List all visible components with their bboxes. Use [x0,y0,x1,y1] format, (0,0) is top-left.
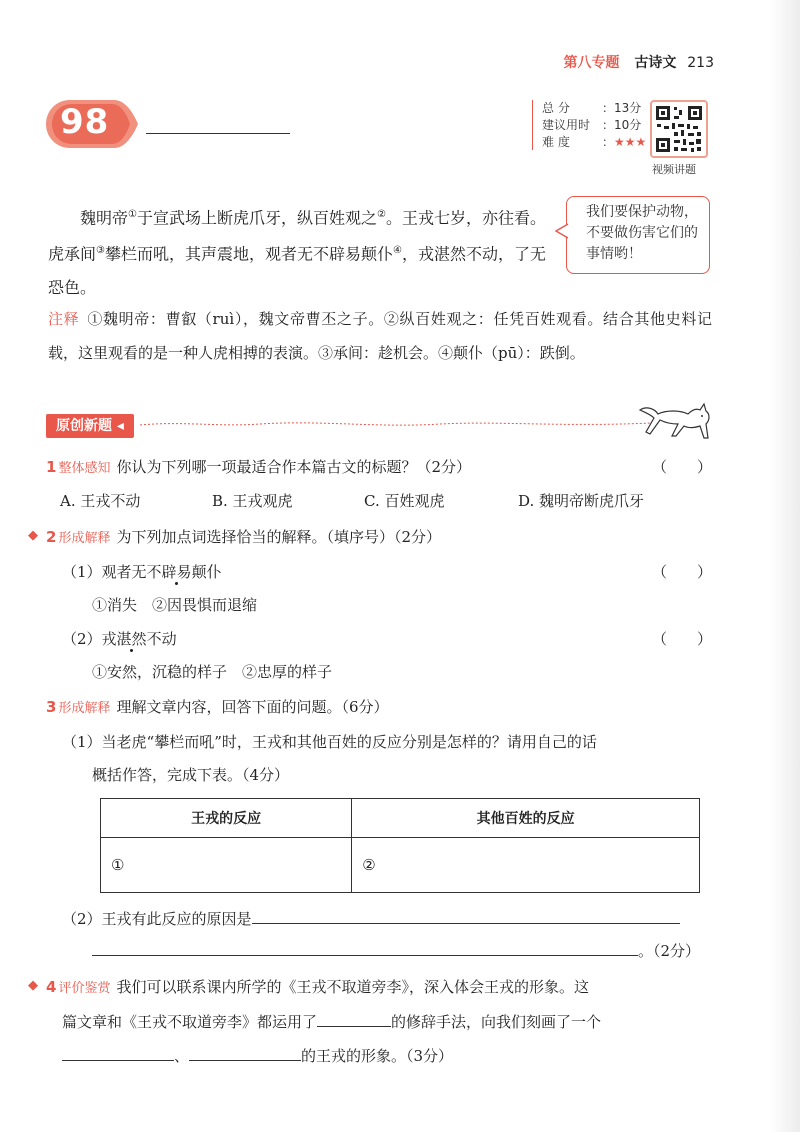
q1-answer-paren[interactable]: （ ） [652,458,713,476]
table-cell-answer[interactable]: ① [101,838,352,893]
topic-title: 古诗文 [634,55,677,71]
dotted-word: 湛然 [116,630,147,648]
section-title: 第八专题 [563,55,620,71]
bubble-text: 我们要保护动物，不要做伤害它们的事情哟！ [586,204,698,262]
section-decor-line [140,417,652,431]
qr-code-icon[interactable] [650,100,708,158]
notes-label: 注释 [48,310,80,328]
q4-line2: 篇文章和《王戎不取道旁李》都运用了 的修辞手法，向我们刻画了一个 [62,1013,602,1031]
q4-blank-trait-1[interactable] [62,1060,174,1061]
page-header [564,52,714,72]
bubble-tail [555,222,569,240]
q2-sub1-paren[interactable]: （ ） [652,563,713,581]
flame-icon: ◆ [28,978,38,993]
q3-sub1-line1: （1）当老虎“攀栏而吼”时，王戎和其他百姓的反应分别是怎样的？请用自己的话 [62,733,597,751]
flame-icon: ◆ [28,528,38,543]
q2-sub2: （2）戎湛然不动 [62,630,177,648]
q4-blank-rhetoric[interactable] [317,1026,391,1027]
q3-sub2-line2: 。（2分） [92,940,700,961]
q2-sub1: （1）观者无不辟易颠仆 [62,563,222,581]
q4-blank-trait-2[interactable] [189,1060,301,1061]
cat-icon [636,398,712,442]
q2-sub1-options: ①消失 ②因畏惧而退缩 [92,596,258,614]
time-value: 10分 [614,118,642,132]
reaction-table [100,798,700,893]
q1-option-d[interactable]: D. 魏明帝断虎爪牙 [518,492,645,510]
q1-option-c[interactable]: C. 百姓观虎 [364,492,445,510]
q1-option-b[interactable]: B. 王戎观虎 [212,492,293,510]
table-header: 王戎的反应 [101,799,352,838]
question-3: 3 形成解释 理解文章内容，回答下面的问题。（6分） [46,698,389,716]
video-label[interactable]: 视频讲题 [652,163,696,176]
info-divider [532,100,539,150]
table-header: 其他百姓的反应 [352,799,700,838]
q3-sub1-line2: 概括作答，完成下表。（4分） [92,766,290,784]
difficulty-label: 难 度 [542,135,570,149]
exercise-number: 98 [60,102,110,142]
q3-sub2-blank[interactable] [252,923,680,924]
title-blank[interactable] [146,133,290,134]
section-label: 原创新题 ◂ [46,414,134,438]
dotted-word: 辟易 [161,563,192,581]
q3-sub2: （2）王戎有此反应的原因是 [62,908,680,929]
total-value: 13分 [614,101,642,115]
difficulty-stars: ★★★ [614,135,647,149]
q2-sub2-options: ①安然，沉稳的样子 ②忠厚的样子 [92,663,333,681]
table-cell-answer[interactable]: ② [352,838,700,893]
total-label: 总 分 [542,101,570,115]
info-box: 总 分 ： 13分 建议用时 ： 10分 难 度 ： ★★★ [542,101,647,149]
time-label: 建议用时 [542,118,591,132]
notes [48,302,712,370]
page-edge-shadow [770,0,800,1132]
q2-sub2-paren[interactable]: （ ） [652,630,713,648]
notes-text: ①魏明帝：曹叡（ruì），魏文帝曹丕之子。②纵百姓观之：任凭百姓观看。结合其他史料记载，这里观看的是一种人虎相搏的表演。③承间：趁机会。④颠仆（pū）：跌倒。 [48,310,712,362]
question-4: 4 评价鉴赏 我们可以联系课内所学的《王戎不取道旁李》，深入体会王戎的形象。这 [46,978,589,996]
page-number: 213 [687,55,714,71]
passage: 魏明帝①于宣武场上断虎爪牙，纵百姓观之②。王戎七岁，亦往看。虎承间③攀栏而吼，其声震地，观者无不辟易颠仆④，戎湛然不动，了无恐色。 [48,208,546,297]
question-2: 2 形成解释 为下列加点词选择恰当的解释。（填序号）（2分） [46,528,441,546]
q1-option-a[interactable]: A. 王戎不动 [60,492,141,510]
q4-line3: 、 的王戎的形象。（3分） [62,1045,453,1066]
q3-sub2-blank-2[interactable] [92,955,638,956]
question-1: 1 整体感知 你认为下列哪一项最适合作本篇古文的标题？（2分） [46,458,471,476]
